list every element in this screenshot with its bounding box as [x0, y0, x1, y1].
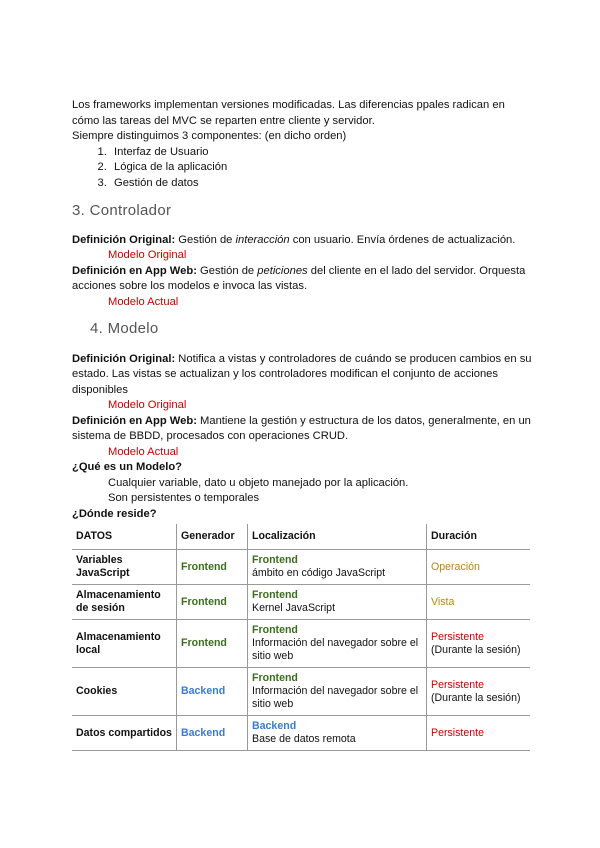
donde-reside-heading — [72, 507, 532, 523]
list-item: 1. Interfaz de Usuario — [110, 145, 532, 161]
duracion-value: Persistente — [431, 678, 484, 691]
cell-generador: Frontend — [177, 585, 248, 620]
table-header-row — [72, 524, 530, 550]
cell-localizacion — [248, 668, 427, 716]
heading-modelo: 4. Modelo — [90, 320, 159, 337]
table-row — [72, 550, 530, 585]
cell-duracion — [427, 668, 531, 716]
column-header: Generador — [177, 524, 248, 550]
cell-generador: Frontend — [177, 620, 248, 668]
text: del cliente en el lado del servidor. Orquesta acciones sobre los modelos e invoca las vistas. — [72, 264, 526, 292]
cell-datos: Almacenamiento local — [72, 620, 177, 668]
que-es-line-1: Cualquier variable, dato u objeto manejado por la aplicación. — [108, 476, 409, 489]
loc-text: Kernel JavaScript — [252, 602, 336, 614]
label: Definición en App Web: — [72, 414, 197, 427]
loc-text: Base de datos remota — [252, 733, 356, 745]
column-header: Localización — [248, 524, 427, 550]
table-row — [72, 620, 530, 668]
components-list — [72, 145, 532, 192]
cell-localizacion — [248, 585, 427, 620]
table-row — [72, 716, 530, 751]
text: con usuario. Envía órdenes de actualización. — [289, 233, 516, 246]
loc-title: Frontend — [252, 589, 298, 601]
label: Definición Original: — [72, 233, 176, 246]
column-header: Duración — [427, 524, 531, 550]
label: Definición en App Web: — [72, 264, 197, 277]
list-item: 3. Gestión de datos — [110, 176, 532, 192]
cell-generador: Frontend — [177, 550, 248, 585]
duracion-sub: (Durante la sesión) — [431, 691, 521, 704]
text: Notifica a vistas y controladores de cuándo se producen cambios en su estado. Las vistas se actualizan y los controladores modifican el conjunto de acciones disponibles — [72, 352, 532, 396]
duracion-value: Operación — [431, 560, 480, 573]
loc-title: Frontend — [252, 672, 298, 684]
emphasis: interacción — [235, 233, 290, 246]
document-page — [72, 98, 532, 751]
ref-modelo-original[interactable]: Modelo Original — [108, 399, 187, 411]
cell-datos: Variables JavaScript — [72, 550, 177, 585]
loc-title: Frontend — [252, 624, 298, 636]
que-es-modelo-heading — [72, 460, 532, 476]
text: Gestión de — [175, 233, 236, 246]
column-header: DATOS — [72, 524, 177, 550]
cell-duracion — [427, 716, 531, 751]
cell-localizacion — [248, 716, 427, 751]
label: ¿Dónde reside? — [72, 507, 157, 520]
ref-modelo-actual[interactable]: Modelo Actual — [108, 445, 179, 458]
list-item: 2. Lógica de la aplicación — [110, 160, 532, 176]
label: ¿Qué es un Modelo? — [72, 461, 183, 473]
que-es-line-2: Son persistentes o temporales — [108, 492, 260, 504]
loc-text: ámbito en código JavaScript — [252, 567, 386, 579]
text: Gestión de — [196, 264, 258, 277]
loc-text: Información del navegador sobre el sitio web — [252, 685, 419, 710]
duracion-value: Persistente — [431, 726, 484, 739]
cell-generador: Backend — [177, 668, 248, 716]
ref-modelo-original[interactable]: Modelo Original — [108, 249, 187, 261]
loc-title: Backend — [252, 720, 297, 732]
controlador-web-def — [72, 264, 532, 295]
duracion-value: Persistente — [431, 630, 484, 643]
cell-duracion — [427, 620, 531, 668]
cell-datos: Datos compartidos — [72, 716, 177, 751]
cell-localizacion — [248, 550, 427, 585]
intro-components-line: Siempre distinguimos 3 componentes: (en dicho orden) — [72, 130, 347, 142]
data-storage-table — [72, 524, 530, 751]
cell-generador: Backend — [177, 716, 248, 751]
loc-title: Frontend — [252, 554, 298, 566]
duracion-value: Vista — [431, 595, 455, 608]
ref-modelo-actual[interactable]: Modelo Actual — [108, 295, 179, 308]
text: Mantiene la gestión y estructura de los datos, generalmente, en un sistema de BBDD, procesados con operaciones CRUD. — [72, 414, 531, 442]
heading-controlador: 3. Controlador — [72, 202, 172, 219]
cell-duracion — [427, 585, 531, 620]
cell-localizacion — [248, 620, 427, 668]
cell-duracion — [427, 550, 531, 585]
cell-datos: Almacenamiento de sesión — [72, 585, 177, 620]
modelo-web-def — [72, 414, 532, 445]
controlador-original-def — [72, 233, 532, 249]
table-row — [72, 585, 530, 620]
emphasis: peticiones — [257, 264, 308, 277]
cell-datos: Cookies — [72, 668, 177, 716]
label: Definición Original: — [72, 352, 176, 365]
intro-paragraph: Los frameworks implementan versiones modificadas. Las diferencias ppales radican en cómo las tareas del MVC se reparten entre cliente y servidor. — [72, 99, 505, 127]
duracion-sub: (Durante la sesión) — [431, 643, 521, 656]
modelo-original-def — [72, 352, 532, 399]
loc-text: Información del navegador sobre el sitio web — [252, 637, 419, 662]
table-row — [72, 668, 530, 716]
